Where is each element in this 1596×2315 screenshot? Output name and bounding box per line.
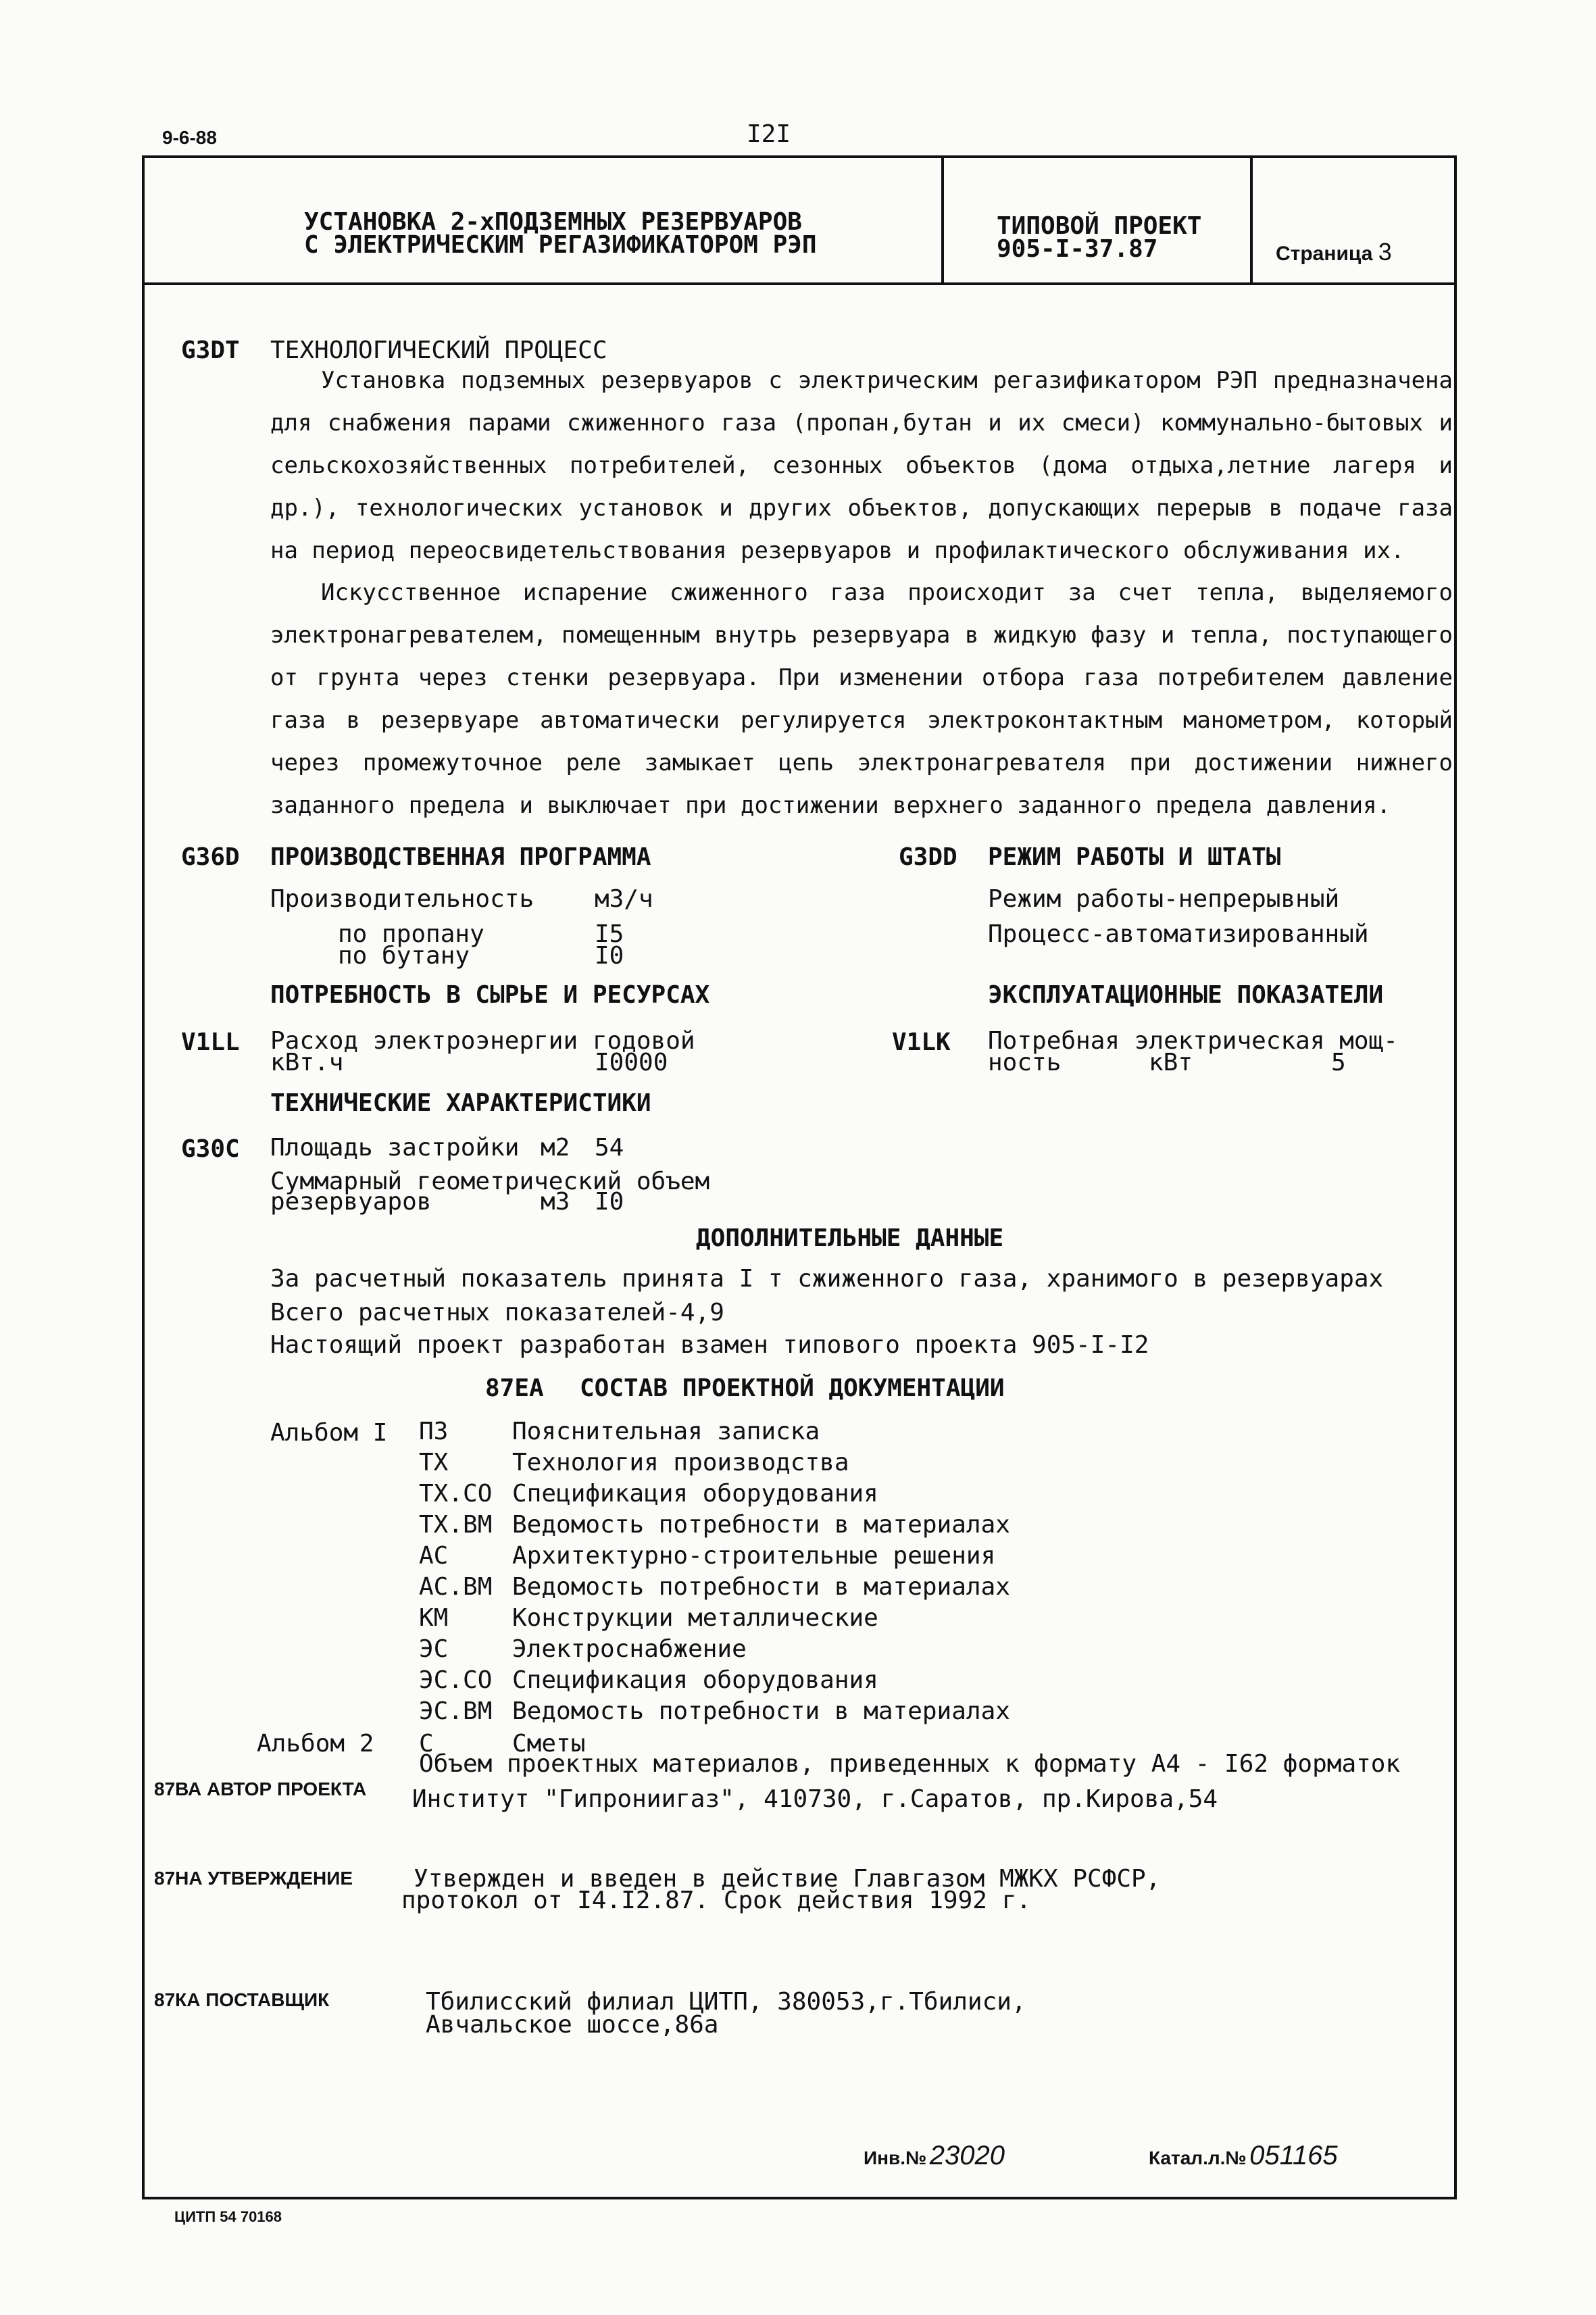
technical-code: G30C [181, 1135, 240, 1163]
page-label-text: Страница [1276, 243, 1373, 265]
additional-heading: ДОПОЛНИТЕЛЬНЫЕ ДАННЫЕ [696, 1224, 1004, 1252]
documentation-volume-note: Объем проектных материалов, приведенных к формату А4 - I62 форматок [419, 1750, 1401, 1778]
doc-item-code: ЭС [419, 1635, 449, 1663]
print-mark: ЦИТП 54 70168 [174, 2208, 282, 2225]
doc-item-name: Электроснабжение [512, 1635, 747, 1663]
author-label-text: АВТОР ПРОЕКТА [206, 1778, 367, 1799]
operational-unit: кВт [1149, 1049, 1193, 1076]
additional-line-2: Всего расчетных показателей-4,9 [270, 1299, 724, 1326]
process-paragraph-2-text: Искусственное испарение сжиженного газа происходит за счет тепла, выделяемого электронагревателем, помещенным внутрь резервуара в жидкую фазу и тепла, поступающего от грунта через стенки резервуара. При изменении отбора газа потребителем давление газа в резервуаре автоматически регулируется электроконтактным манометром, который через промежуточное реле замыкает цепь электронагревателя при достижении нижнего заданного предела и выключает при достижении верхнего заданного предела давления. [270, 579, 1453, 819]
volume-label-1: Суммарный геометрический объем [270, 1168, 710, 1195]
header-sep-1 [941, 155, 944, 284]
author-code: 87ВА [154, 1778, 202, 1799]
album-1-label: Альбом I [270, 1419, 388, 1447]
process-code: G3DT [181, 337, 240, 364]
process-paragraph-1 [270, 359, 1453, 572]
documentation-code: 87EA [485, 1374, 544, 1402]
additional-line-1: За расчетный показатель принята I т сжиженного газа, хранимого в резервуарах [270, 1265, 1384, 1293]
author-label [154, 1778, 366, 1800]
doc-item-name: Пояснительная записка [512, 1418, 820, 1445]
resources-label-1: Расход электроэнергии годовой [270, 1027, 695, 1055]
approval-code: 87НА [154, 1868, 203, 1889]
doc-item-code: ЭС.ВМ [419, 1697, 493, 1725]
documentation-heading: СОСТАВ ПРОЕКТНОЙ ДОКУМЕНТАЦИИ [580, 1374, 1005, 1402]
doc-item-code: ЭС.СО [419, 1666, 493, 1694]
production-code: G36D [181, 843, 240, 871]
area-value: 54 [595, 1134, 624, 1162]
project-number: 905-I-37.87 [997, 235, 1158, 263]
doc-item-name: Технология производства [512, 1449, 849, 1476]
operational-heading: ЭКСПЛУАТАЦИОННЫЕ ПОКАЗАТЕЛИ [988, 981, 1384, 1009]
approval-label-text: УТВЕРЖДЕНИЕ [207, 1868, 353, 1889]
doc-item-name: Спецификация оборудования [512, 1666, 878, 1694]
supplier-label [154, 1989, 329, 2011]
process-heading: ТЕХНОЛОГИЧЕСКИЙ ПРОЦЕСС [270, 337, 607, 364]
doc-item-code: ПЗ [419, 1418, 449, 1445]
title-line-1: УСТАНОВКА 2-хПОДЗЕМНЫХ РЕЗЕРВУАРОВ [304, 208, 802, 236]
header-divider [142, 282, 1457, 285]
inventory-number [864, 2141, 1005, 2171]
resources-label-2: кВт.ч [270, 1049, 344, 1076]
propane-value: I5 [595, 920, 624, 948]
area-unit: м2 [541, 1134, 570, 1162]
doc-item-name: Сметы [512, 1730, 586, 1758]
mode-line-2: Процесс-автоматизированный [988, 920, 1369, 948]
productivity-unit: м3/ч [595, 885, 653, 913]
author-text: Институт "Гипрониигаз", 410730, г.Саратов, пр.Кирова,54 [412, 1785, 1218, 1813]
doc-item-code: С [419, 1730, 434, 1758]
operational-label-1: Потребная электрическая мощ- [988, 1027, 1398, 1055]
volume-value: I0 [595, 1188, 624, 1216]
operational-label-2: ность [988, 1049, 1062, 1076]
butane-label: по бутану [338, 942, 470, 970]
resources-code: V1LL [181, 1028, 240, 1056]
doc-item-name: Ведомость потребности в материалах [512, 1697, 1010, 1725]
supplier-code: 87КА [154, 1989, 201, 2010]
doc-item-code: КМ [419, 1604, 449, 1632]
productivity-label: Производительность [270, 885, 534, 913]
additional-line-3: Настоящий проект разработан взамен типового проекта 905-I-I2 [270, 1331, 1149, 1359]
approval-line-2: протокол от I4.I2.87. Срок действия 1992 г. [401, 1887, 1031, 1914]
catalog-label: Катал.л.№ [1149, 2147, 1247, 2168]
propane-label: по пропану [338, 920, 484, 948]
sheet-number: I2I [747, 120, 791, 148]
doc-item-name: Спецификация оборудования [512, 1480, 878, 1508]
process-paragraph-2 [270, 572, 1453, 827]
header-sep-2 [1250, 155, 1253, 284]
operational-code: V1LK [892, 1028, 951, 1056]
project-box [997, 212, 1202, 263]
title-line-2: С ЭЛЕКТРИЧЕСКИМ РЕГАЗИФИКАТОРОМ РЭП [304, 231, 817, 259]
supplier-line-2: Авчальское шоссе,86а [426, 2011, 719, 2039]
doc-item-code: АС.ВМ [419, 1573, 493, 1601]
doc-item-code: ТХ.СО [419, 1480, 493, 1508]
doc-item-name: Ведомость потребности в материалах [512, 1573, 1010, 1601]
area-label: Площадь застройки [270, 1134, 520, 1162]
inventory-value: 23020 [929, 2141, 1005, 2170]
header-title [304, 208, 817, 259]
album-2-label: Альбом 2 [257, 1730, 374, 1758]
resources-heading: ПОТРЕБНОСТЬ В СЫРЬЕ И РЕСУРСАХ [270, 981, 710, 1009]
catalog-value: 051165 [1249, 2141, 1338, 2170]
doc-item-name: Архитектурно-строительные решения [512, 1542, 996, 1570]
supplier-label-text: ПОСТАВЩИК [205, 1989, 330, 2010]
mode-heading: РЕЖИМ РАБОТЫ И ШТАТЫ [988, 843, 1281, 871]
volume-unit: м3 [541, 1188, 570, 1216]
approval-label [154, 1868, 353, 1889]
page-value: 3 [1378, 238, 1392, 266]
process-paragraph-1-text: Установка подземных резервуаров с электрическим регазификатором РЭП предназначена для снабжения парами сжиженного газа (пропан,бутан и их смеси) коммунально-бытовых и сельскохозяйственных потребителей, сезонных объектов (дома отдыха,летние лагеря и др.), технологических установок и других объектов, допускающих перерыв в подаче газа на период переосвидетельствования резервуаров и профилактического обслуживания их. [270, 367, 1453, 564]
project-label: ТИПОВОЙ ПРОЕКТ [997, 212, 1202, 240]
doc-item-name: Ведомость потребности в материалах [512, 1511, 1010, 1539]
supplier-line-1: Тбилисский филиал ЦИТП, 380053,г.Тбилиси, [426, 1988, 1026, 2016]
mode-line-1: Режим работы-непрерывный [988, 885, 1340, 913]
doc-item-code: ТХ [419, 1449, 449, 1476]
volume-label-2: резервуаров [270, 1188, 432, 1216]
approval-line-1: Утвержден и введен в действие Главгазом МЖКХ РСФСР, [414, 1865, 1161, 1893]
resources-value: I0000 [595, 1049, 668, 1076]
page-label [1276, 238, 1392, 266]
doc-item-code: ТХ.ВМ [419, 1511, 493, 1539]
catalog-number [1149, 2141, 1338, 2171]
print-date: 9-6-88 [162, 127, 217, 148]
operational-value: 5 [1331, 1049, 1346, 1076]
doc-item-name: Конструкции металлические [512, 1604, 878, 1632]
technical-heading: ТЕХНИЧЕСКИЕ ХАРАКТЕРИСТИКИ [270, 1089, 651, 1117]
mode-code: G3DD [899, 843, 957, 871]
inventory-label: Инв.№ [864, 2147, 927, 2168]
production-heading: ПРОИЗВОДСТВЕННАЯ ПРОГРАММА [270, 843, 651, 871]
doc-item-code: АС [419, 1542, 449, 1570]
butane-value: I0 [595, 942, 624, 970]
